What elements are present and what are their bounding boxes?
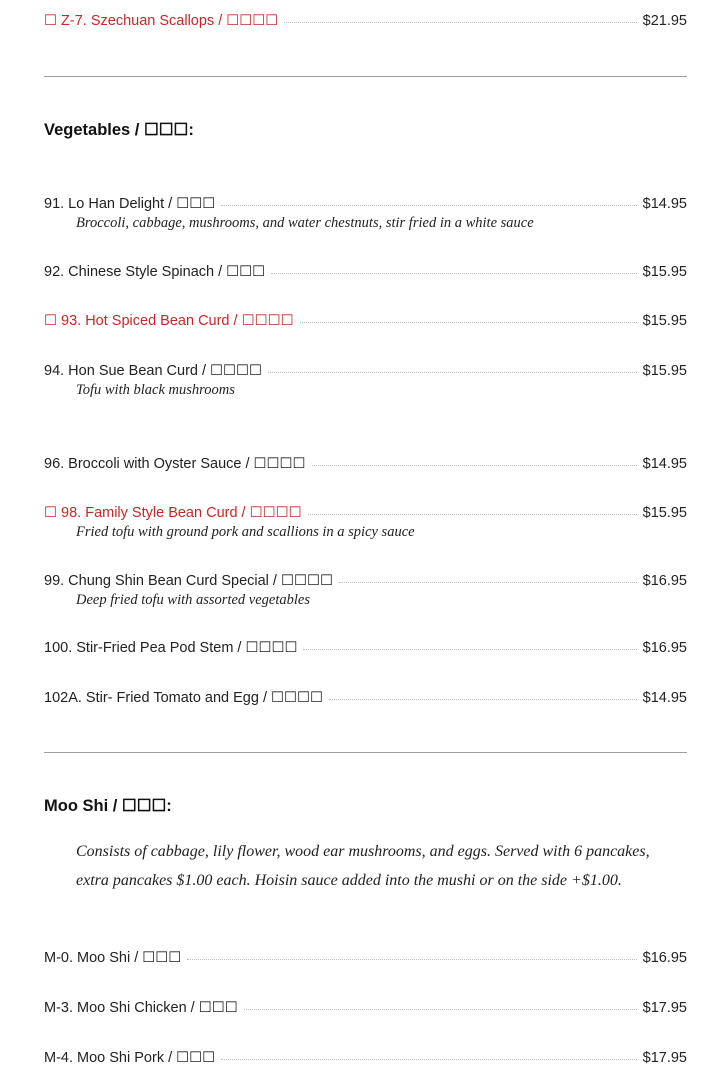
dot-leader bbox=[308, 514, 637, 515]
item-name: 100. Stir-Fried Pea Pod Stem / ☐☐☐☐ bbox=[44, 640, 298, 656]
item-price: $17.95 bbox=[642, 1000, 687, 1016]
item-price: $15.95 bbox=[642, 505, 687, 521]
dot-leader bbox=[300, 322, 637, 323]
item-price: $17.95 bbox=[642, 1050, 687, 1066]
item-name: ☐ 93. Hot Spiced Bean Curd / ☐☐☐☐ bbox=[44, 313, 294, 329]
dot-leader bbox=[303, 649, 636, 650]
menu-item-91[interactable] bbox=[44, 195, 687, 232]
item-price: $16.95 bbox=[642, 573, 687, 589]
item-name: M-3. Moo Shi Chicken / ☐☐☐ bbox=[44, 1000, 238, 1016]
menu-item-m0[interactable] bbox=[44, 949, 687, 967]
dot-leader bbox=[221, 1059, 636, 1060]
dot-leader bbox=[284, 22, 636, 23]
item-price: $14.95 bbox=[642, 196, 687, 212]
menu-item-m4[interactable] bbox=[44, 1049, 687, 1067]
menu-item-100[interactable] bbox=[44, 639, 687, 657]
item-price: $15.95 bbox=[642, 313, 687, 329]
item-price: $14.95 bbox=[642, 690, 687, 706]
menu-item-99[interactable] bbox=[44, 572, 687, 609]
item-price: $21.95 bbox=[642, 13, 687, 29]
menu-item-z7[interactable] bbox=[44, 12, 687, 30]
section-heading-moo-shi: Moo Shi / ☐☐☐: bbox=[44, 797, 172, 815]
dot-leader bbox=[221, 205, 636, 206]
item-name: M-4. Moo Shi Pork / ☐☐☐ bbox=[44, 1050, 216, 1066]
menu-item-92[interactable] bbox=[44, 263, 687, 281]
dot-leader bbox=[271, 273, 636, 274]
item-price: $15.95 bbox=[642, 264, 687, 280]
section-heading-vegetables: Vegetables / ☐☐☐: bbox=[44, 121, 194, 139]
item-name: 91. Lo Han Delight / ☐☐☐ bbox=[44, 196, 216, 212]
dot-leader bbox=[312, 465, 637, 466]
menu-item-96[interactable] bbox=[44, 455, 687, 473]
item-name: 92. Chinese Style Spinach / ☐☐☐ bbox=[44, 264, 266, 280]
item-name: 102A. Stir- Fried Tomato and Egg / ☐☐☐☐ bbox=[44, 690, 324, 706]
item-name: 94. Hon Sue Bean Curd / ☐☐☐☐ bbox=[44, 363, 263, 379]
menu-item-98[interactable] bbox=[44, 504, 687, 541]
section-intro: Consists of cabbage, lily flower, wood ear mushrooms, and eggs. Served with 6 pancakes, extra pancakes $1.00 each. Hoisin sauce added into the mushi or on the side +$1.00. bbox=[76, 843, 650, 889]
item-name: ☐ Z-7. Szechuan Scallops / ☐☐☐☐ bbox=[44, 13, 279, 29]
dot-leader bbox=[268, 372, 637, 373]
item-name: 96. Broccoli with Oyster Sauce / ☐☐☐☐ bbox=[44, 456, 306, 472]
item-price: $14.95 bbox=[642, 456, 687, 472]
item-name: ☐ 98. Family Style Bean Curd / ☐☐☐☐ bbox=[44, 505, 302, 521]
item-price: $16.95 bbox=[642, 640, 687, 656]
section-divider bbox=[44, 752, 687, 753]
menu-item-94[interactable] bbox=[44, 362, 687, 399]
menu-item-m3[interactable] bbox=[44, 999, 687, 1017]
item-price: $15.95 bbox=[642, 363, 687, 379]
dot-leader bbox=[244, 1009, 637, 1010]
item-description: Broccoli, cabbage, mushrooms, and water chestnuts, stir fried in a white sauce bbox=[76, 215, 534, 231]
dot-leader bbox=[329, 699, 637, 700]
item-description: Deep fried tofu with assorted vegetables bbox=[76, 592, 310, 608]
dot-leader bbox=[339, 582, 637, 583]
item-description: Fried tofu with ground pork and scallions in a spicy sauce bbox=[76, 524, 415, 540]
item-name: M-0. Moo Shi / ☐☐☐ bbox=[44, 950, 182, 966]
section-divider bbox=[44, 76, 687, 77]
menu-item-93[interactable] bbox=[44, 312, 687, 330]
menu-item-102a[interactable] bbox=[44, 689, 687, 707]
dot-leader bbox=[187, 959, 636, 960]
item-description: Tofu with black mushrooms bbox=[76, 382, 235, 398]
item-name: 99. Chung Shin Bean Curd Special / ☐☐☐☐ bbox=[44, 573, 333, 589]
item-price: $16.95 bbox=[642, 950, 687, 966]
